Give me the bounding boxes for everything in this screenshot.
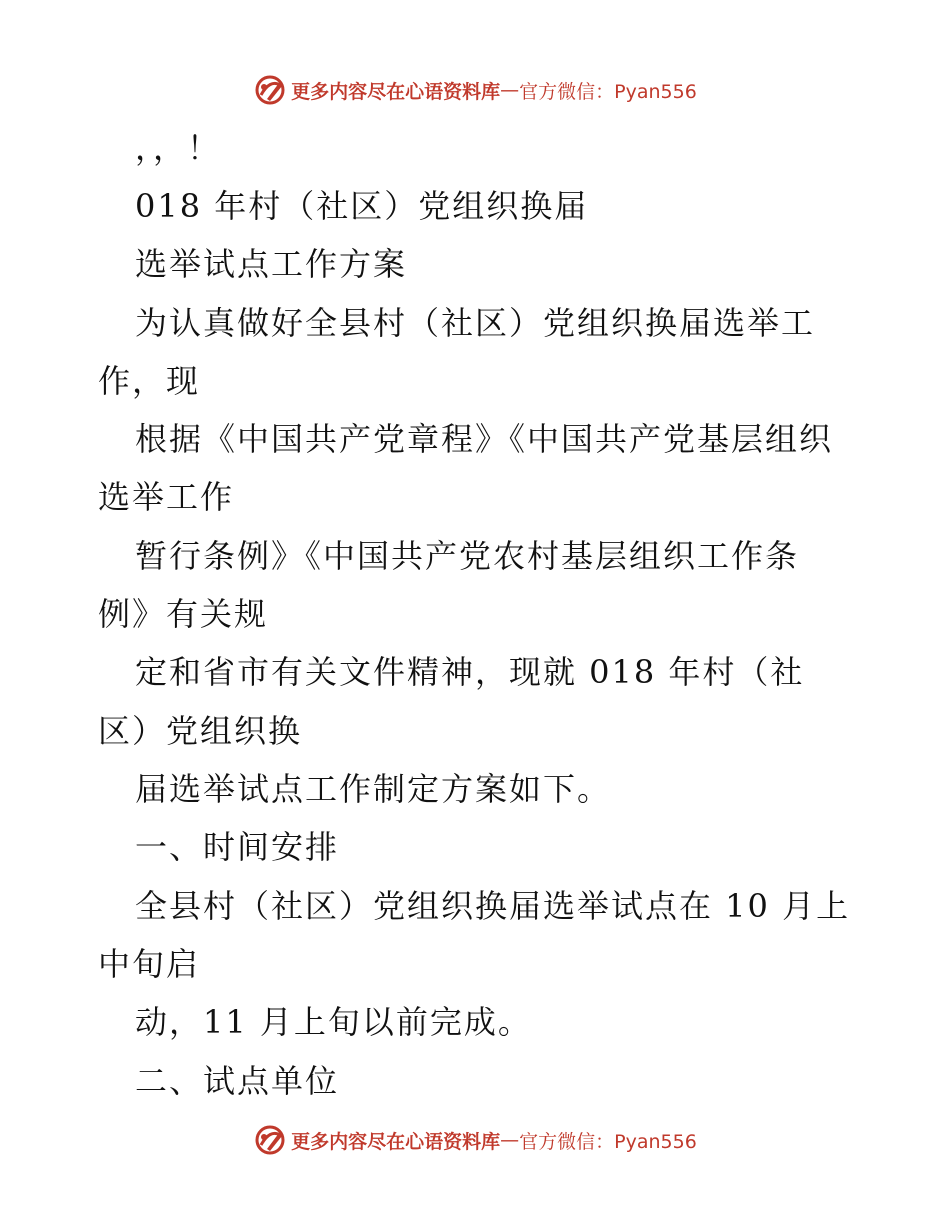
pen-swirl-logo-icon (253, 73, 287, 107)
text-line: 选举工作 (98, 478, 235, 516)
text-line: 全县村（社区）党组织换届选举试点在 10 月上 (135, 887, 851, 925)
text-line: 例》有关规 (98, 595, 269, 633)
header-separator: — (500, 79, 520, 101)
header-banner (0, 70, 950, 110)
text-line: 018 年村（社区）党组织换届 (135, 187, 589, 225)
text-line: 暂行条例》《中国共产党农村基层组织工作条 (135, 537, 800, 575)
pen-swirl-logo-icon (253, 1123, 287, 1157)
text-line: 作，现 (98, 362, 201, 400)
header-brand-text: 更多内容尽在心语资料库 (291, 80, 501, 103)
header-wechat-text: 官方微信：Pyan556 (519, 80, 697, 103)
text-line: 为认真做好全县村（社区）党组织换届选举工 (135, 304, 816, 342)
text-line: ，，！ (135, 129, 222, 167)
footer-brand-text: 更多内容尽在心语资料库 (291, 1130, 501, 1153)
text-line: 二、试点单位 (135, 1062, 340, 1100)
text-line: 定和省市有关文件精神，现就 018 年村（社 (135, 653, 805, 691)
text-line: 中旬启 (98, 945, 201, 983)
text-line: 区）党组织换 (98, 712, 303, 750)
text-line: 选举试点工作方案 (135, 245, 408, 283)
text-line: 届选举试点工作制定方案如下。 (135, 770, 612, 808)
footer-wechat-text: 官方微信：Pyan556 (519, 1130, 697, 1153)
text-line: 根据《中国共产党章程》《中国共产党基层组织 (135, 420, 834, 458)
footer-banner (0, 1120, 950, 1160)
footer-separator: — (500, 1129, 520, 1151)
text-line: 动，11 月上旬以前完成。 (135, 1003, 532, 1041)
text-line: 一、时间安排 (135, 828, 340, 866)
